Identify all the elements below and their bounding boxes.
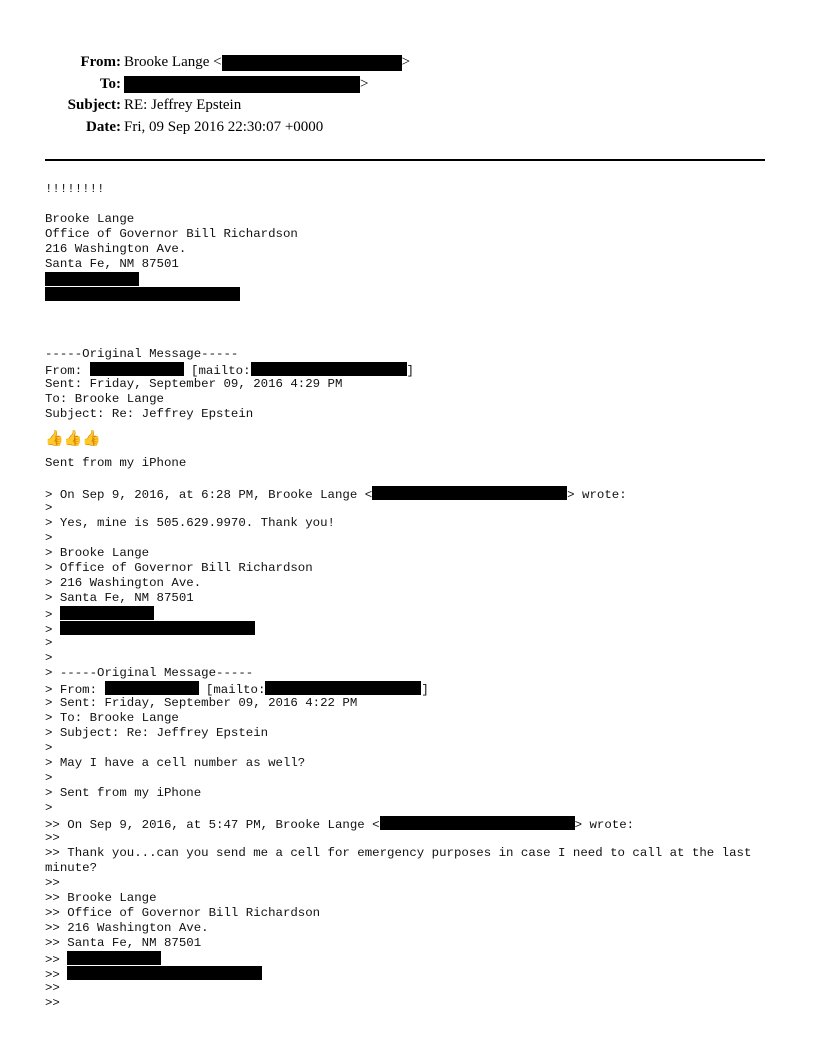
header-divider <box>45 159 765 161</box>
redacted-to-email <box>124 76 360 93</box>
double-quoted-wrote-line: >> On Sep 9, 2016, at 5:47 PM, Brooke Lange < > wrote: <box>45 818 635 832</box>
redacted-double-quoted-email <box>380 816 575 830</box>
orig-sent-line: Sent: Friday, September 09, 2016 4:29 PM <box>45 377 343 391</box>
redacted-quoted-email <box>372 486 567 500</box>
quoted-question: > May I have a cell number as well? <box>45 756 306 770</box>
redacted-double-quoted-phone <box>67 951 161 965</box>
email-body: !!!!!!!! Brooke Lange Office of Governor Bill Richardson 216 Washington Ave. Santa Fe, NM 87501 -----Original Message----- From: [mailto: ] Sent: Friday, September 09, 2016 4:29 PM To: Brooke Lange Subject: Re: Jeffrey Epstein 👍👍👍 Sent from my iPhone > On Sep 9, 2016, at 6:28 PM, Brooke Lange < > wrote: > > Yes, mine is 505.629.9970. Thank you! > > Brooke Lange > Office of Governor Bill Richardson > 216 Washington Ave. > Santa Fe, NM 87501 > > > > > -----Original Message----- > From: [mailto: ] > Sent: Friday, September 09, 2016 4:22 PM > To: Brooke Lange > Subject: Re: Jeffrey Epstein > > May I have a cell number as well? > > Sent from my iPhone > >> On Sep 9, 2016, at 5:47 PM, Brooke Lange < > wrote: >> >> Thank you...can you send me a cell for emergency purposes in case I need to call at the last minute? >> >> Brooke Lange >> Office of Governor Bill Richardson >> 216 Washington Ave. >> Santa Fe, NM 87501 >> >> >> >> <box>45 182 785 1011</box>
quoted-to-line: > To: Brooke Lange <box>45 711 179 725</box>
quoted-sig-office: > Office of Governor Bill Richardson <box>45 561 313 575</box>
header-to-row <box>0 74 816 96</box>
double-quoted-text: >> Thank you...can you send me a cell for emergency purposes in case I need to call at the last minute? <box>45 846 759 875</box>
redacted-phone <box>45 272 139 286</box>
quoted-sent-from-iphone: > Sent from my iPhone <box>45 786 202 800</box>
orig-to-line: To: Brooke Lange <box>45 392 164 406</box>
header-date-row <box>0 117 816 139</box>
date-value: Fri, 09 Sep 2016 22:30:07 +0000 <box>124 118 324 135</box>
redacted-quoted-sender <box>105 681 199 695</box>
to-label: To: <box>99 75 121 92</box>
sent-from-iphone: Sent from my iPhone <box>45 456 187 470</box>
orig-subject-line: Subject: Re: Jeffrey Epstein <box>45 407 254 421</box>
quoted-subject-line: > Subject: Re: Jeffrey Epstein <box>45 726 269 740</box>
header-from-row <box>0 52 816 74</box>
quoted-sig-name: > Brooke Lange <box>45 546 150 560</box>
redacted-quoted-phone <box>60 606 154 620</box>
quoted-sent-line: > Sent: Friday, September 09, 2016 4:22 PM <box>45 696 358 710</box>
redacted-sender-email <box>251 362 407 376</box>
sig-office: Office of Governor Bill Richardson <box>45 227 298 241</box>
date-label: Date: <box>86 118 121 135</box>
email-header <box>0 52 816 138</box>
double-quoted-sig-city: >> Santa Fe, NM 87501 <box>45 936 202 950</box>
subject-value: RE: Jeffrey Epstein <box>124 97 242 113</box>
quoted-sig-city: > Santa Fe, NM 87501 <box>45 591 194 605</box>
from-name: Brooke Lange < <box>124 54 222 70</box>
exclaim-line: !!!!!!!! <box>45 182 105 196</box>
sig-name: Brooke Lange <box>45 212 135 226</box>
redacted-quoted-sig-email <box>60 621 255 635</box>
quoted-sig-address: > 216 Washington Ave. <box>45 576 202 590</box>
orig-from-line: From: [mailto: ] <box>45 364 414 378</box>
from-close: > <box>401 54 411 70</box>
quoted-from-line: > From: [mailto: ] <box>45 683 429 697</box>
quoted-wrote-line: > On Sep 9, 2016, at 6:28 PM, Brooke Lange < > wrote: <box>45 488 627 502</box>
to-close: > <box>360 75 369 92</box>
quoted-phone-reply: > Yes, mine is 505.629.9970. Thank you! <box>45 516 335 530</box>
double-quoted-sig-office: >> Office of Governor Bill Richardson <box>45 906 321 920</box>
from-label: From: <box>80 54 121 70</box>
sig-city: Santa Fe, NM 87501 <box>45 257 179 271</box>
thumbs-up-icon: 👍👍👍 <box>45 429 102 447</box>
header-subject-row <box>0 95 816 117</box>
sig-address: 216 Washington Ave. <box>45 242 187 256</box>
original-message-divider: -----Original Message----- <box>45 347 239 361</box>
double-quoted-sig-name: >> Brooke Lange <box>45 891 157 905</box>
redacted-from-email <box>222 55 402 71</box>
subject-label: Subject: <box>67 97 121 113</box>
redacted-email <box>45 287 240 301</box>
quoted-original-divider: > -----Original Message----- <box>45 666 254 680</box>
redacted-quoted-sender-email <box>265 681 421 695</box>
redacted-sender-name <box>90 362 184 376</box>
redacted-double-quoted-sig-email <box>67 966 262 980</box>
double-quoted-sig-address: >> 216 Washington Ave. <box>45 921 209 935</box>
